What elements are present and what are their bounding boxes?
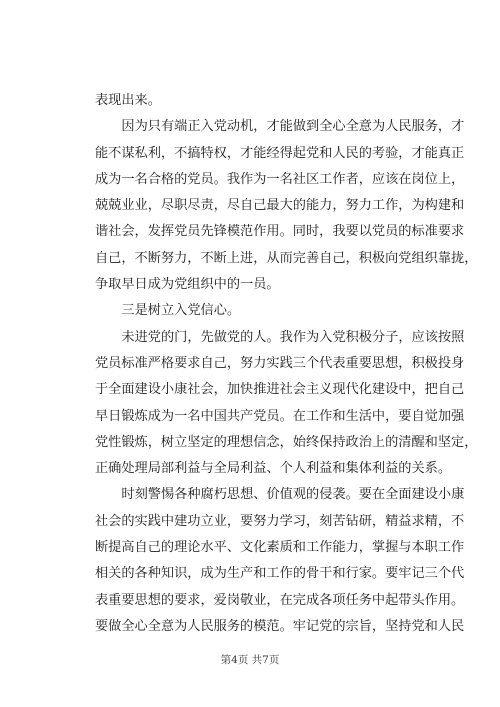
text-line: 要做全心全意为人民服务的模范。牢记党的宗旨，坚持党和人民 xyxy=(95,618,465,634)
text-line: 能不谋私利，不搞特权，才能经得起党和人民的考验，才能真正 xyxy=(95,145,465,161)
section-heading: 三是树立入党信心。 xyxy=(121,303,241,319)
text-line: 社会的实践中建功立业，要努力学习，刻苦钻研，精益求精，不 xyxy=(95,513,465,529)
text-line: 早日锻炼成为一名中国共产党员。在工作和生活中，要自觉加强 xyxy=(95,408,465,424)
text-line: 党员标准严格要求自己，努力实践三个代表重要思想，积极投身 xyxy=(95,355,465,371)
text-line: 谐社会，发挥党员先锋模范作用。同时，我要以党员的标准要求 xyxy=(95,224,465,240)
text-line: 兢兢业业，尽职尽责，尽自己最大的能力，努力工作，为构建和 xyxy=(95,198,465,214)
text-line: 断提高自己的理论水平、文化素质和工作能力，掌握与本职工作 xyxy=(95,540,465,556)
text-line: 表现出来。 xyxy=(95,93,161,108)
text-line: 争取早日成为党组织中的一员。 xyxy=(95,277,280,293)
text-line: 于全面建设小康社会，加快推进社会主义现代化建设中，把自己 xyxy=(95,382,465,398)
text-line: 成为一名合格的党员。我作为一名社区工作者，应该在岗位上， xyxy=(95,171,465,187)
text-line: 自己，不断努力，不断上进，从而完善自己，积极向党组织靠拢， xyxy=(95,250,478,266)
text-line: 正确处理局部利益与全局利益、个人利益和集体利益的关系。 xyxy=(95,461,452,477)
text-line: 未进党的门，先做党的人。我作为入党积极分子，应该按照 xyxy=(121,329,465,345)
text-line: 时刻警惕各种腐朽思想、价值观的侵袭。要在全面建设小康 xyxy=(121,487,465,503)
text-line: 党性锻炼，树立坚定的理想信念，始终保持政治上的清醒和坚定， xyxy=(95,434,478,450)
text-line: 因为只有端正入党动机，才能做到全心全意为人民服务，才 xyxy=(121,119,465,135)
body-text xyxy=(95,88,478,640)
text-line: 表重要思想的要求，爱岗敬业，在完成各项任务中起带头作用。 xyxy=(95,592,465,608)
page-footer: 第4页 共7页 xyxy=(220,654,280,666)
text-line: 相关的各种知识，成为生产和工作的骨干和行家。要牢记三个代 xyxy=(95,566,465,582)
